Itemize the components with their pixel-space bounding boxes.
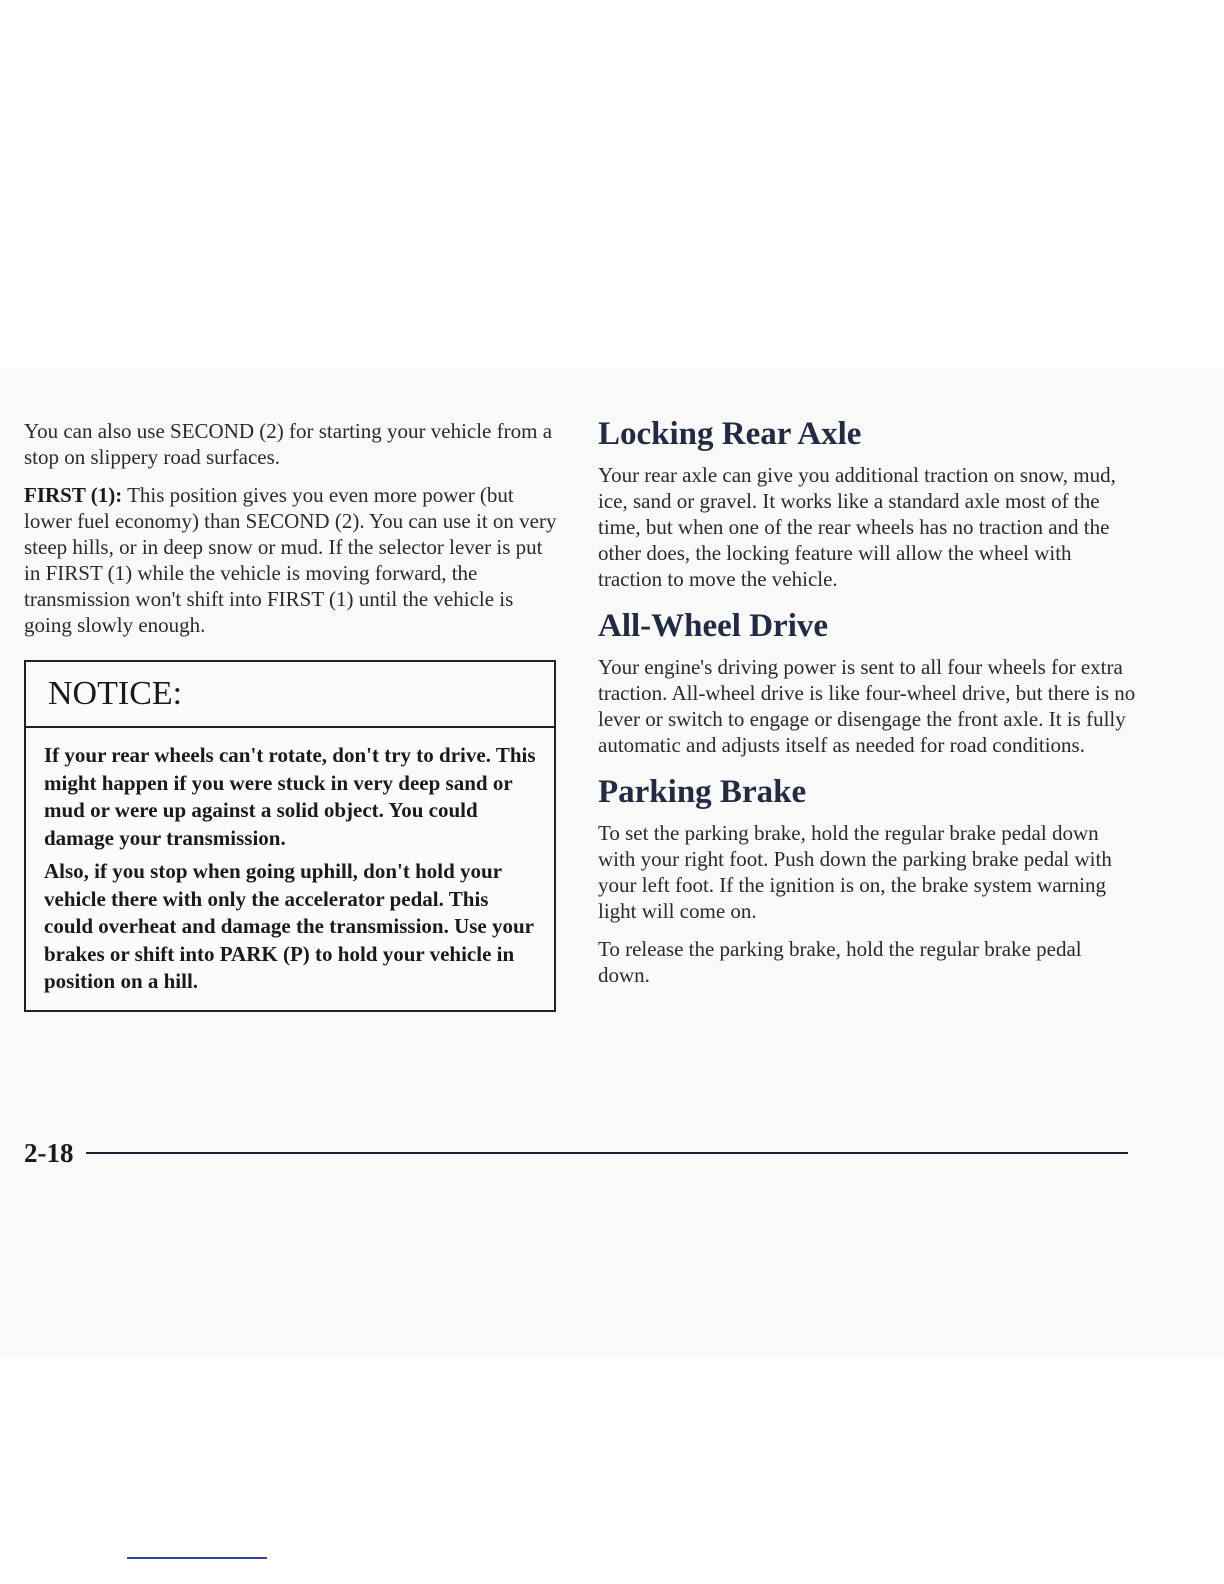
- section-heading-locking-rear-axle: Locking Rear Axle: [598, 416, 862, 452]
- notice-box: [24, 660, 556, 1012]
- section-locking-rear-axle: [598, 414, 1138, 592]
- accent-underline: [127, 1557, 267, 1559]
- section-heading-all-wheel-drive: All-Wheel Drive: [598, 608, 829, 644]
- notice-paragraph-1: If your rear wheels can't rotate, don't try to drive. This might happen if you were stuck in very deep sand or mud or were up against a solid object. You could damage your transmission.: [44, 743, 536, 850]
- first-gear-text: This position gives you even more power (but lower fuel economy) than SECOND (2). You can use it on very steep hills, or in deep snow or mud. If the selector lever is put in FIRST (1) while the vehicle is moving forward, the transmission won't shift into FIRST (1) until the vehicle is going slowly enough.: [24, 483, 557, 637]
- notice-title: NOTICE:: [26, 662, 554, 728]
- notice-paragraph-2: Also, if you stop when going uphill, don't hold your vehicle there with only the accelerator pedal. This could overheat and damage the transmission. Use your brakes or shift into PARK (P) to hold your vehicle in position on a hill.: [44, 859, 534, 993]
- page-number: 2-18: [24, 1138, 74, 1168]
- right-column: [598, 414, 1138, 1002]
- first-gear-lead: FIRST (1):: [24, 483, 123, 507]
- section-body-parking-brake-1: To set the parking brake, hold the regular brake pedal down with your right foot. Push down the parking brake pedal with your left foot. If the ignition is on, the brake system warning light will come on.: [598, 821, 1112, 923]
- section-all-wheel-drive: [598, 606, 1138, 758]
- footer-rule: [86, 1152, 1128, 1154]
- section-parking-brake: [598, 772, 1138, 988]
- page-footer: [24, 1136, 1128, 1170]
- section-heading-parking-brake: Parking Brake: [598, 774, 807, 810]
- notice-body: [26, 728, 554, 1010]
- section-body-all-wheel-drive: Your engine's driving power is sent to all four wheels for extra traction. All-wheel drive is like four-wheel drive, but there is no lever or switch to engage or disengage the front axle. It is fully automatic and adjusts itself as needed for road conditions.: [598, 655, 1136, 757]
- first-gear-paragraph: [24, 482, 558, 638]
- intro-paragraph: You can also use SECOND (2) for starting your vehicle from a stop on slippery road surfaces.: [24, 419, 553, 469]
- section-body-locking-rear-axle: Your rear axle can give you additional traction on snow, mud, ice, sand or gravel. It works like a standard axle most of the time, but when one of the rear wheels has no traction and the other does, the locking feature will allow the wheel with traction to move the vehicle.: [598, 463, 1116, 591]
- section-body-parking-brake-2: To release the parking brake, hold the regular brake pedal down.: [598, 937, 1082, 987]
- left-column: [24, 418, 558, 1012]
